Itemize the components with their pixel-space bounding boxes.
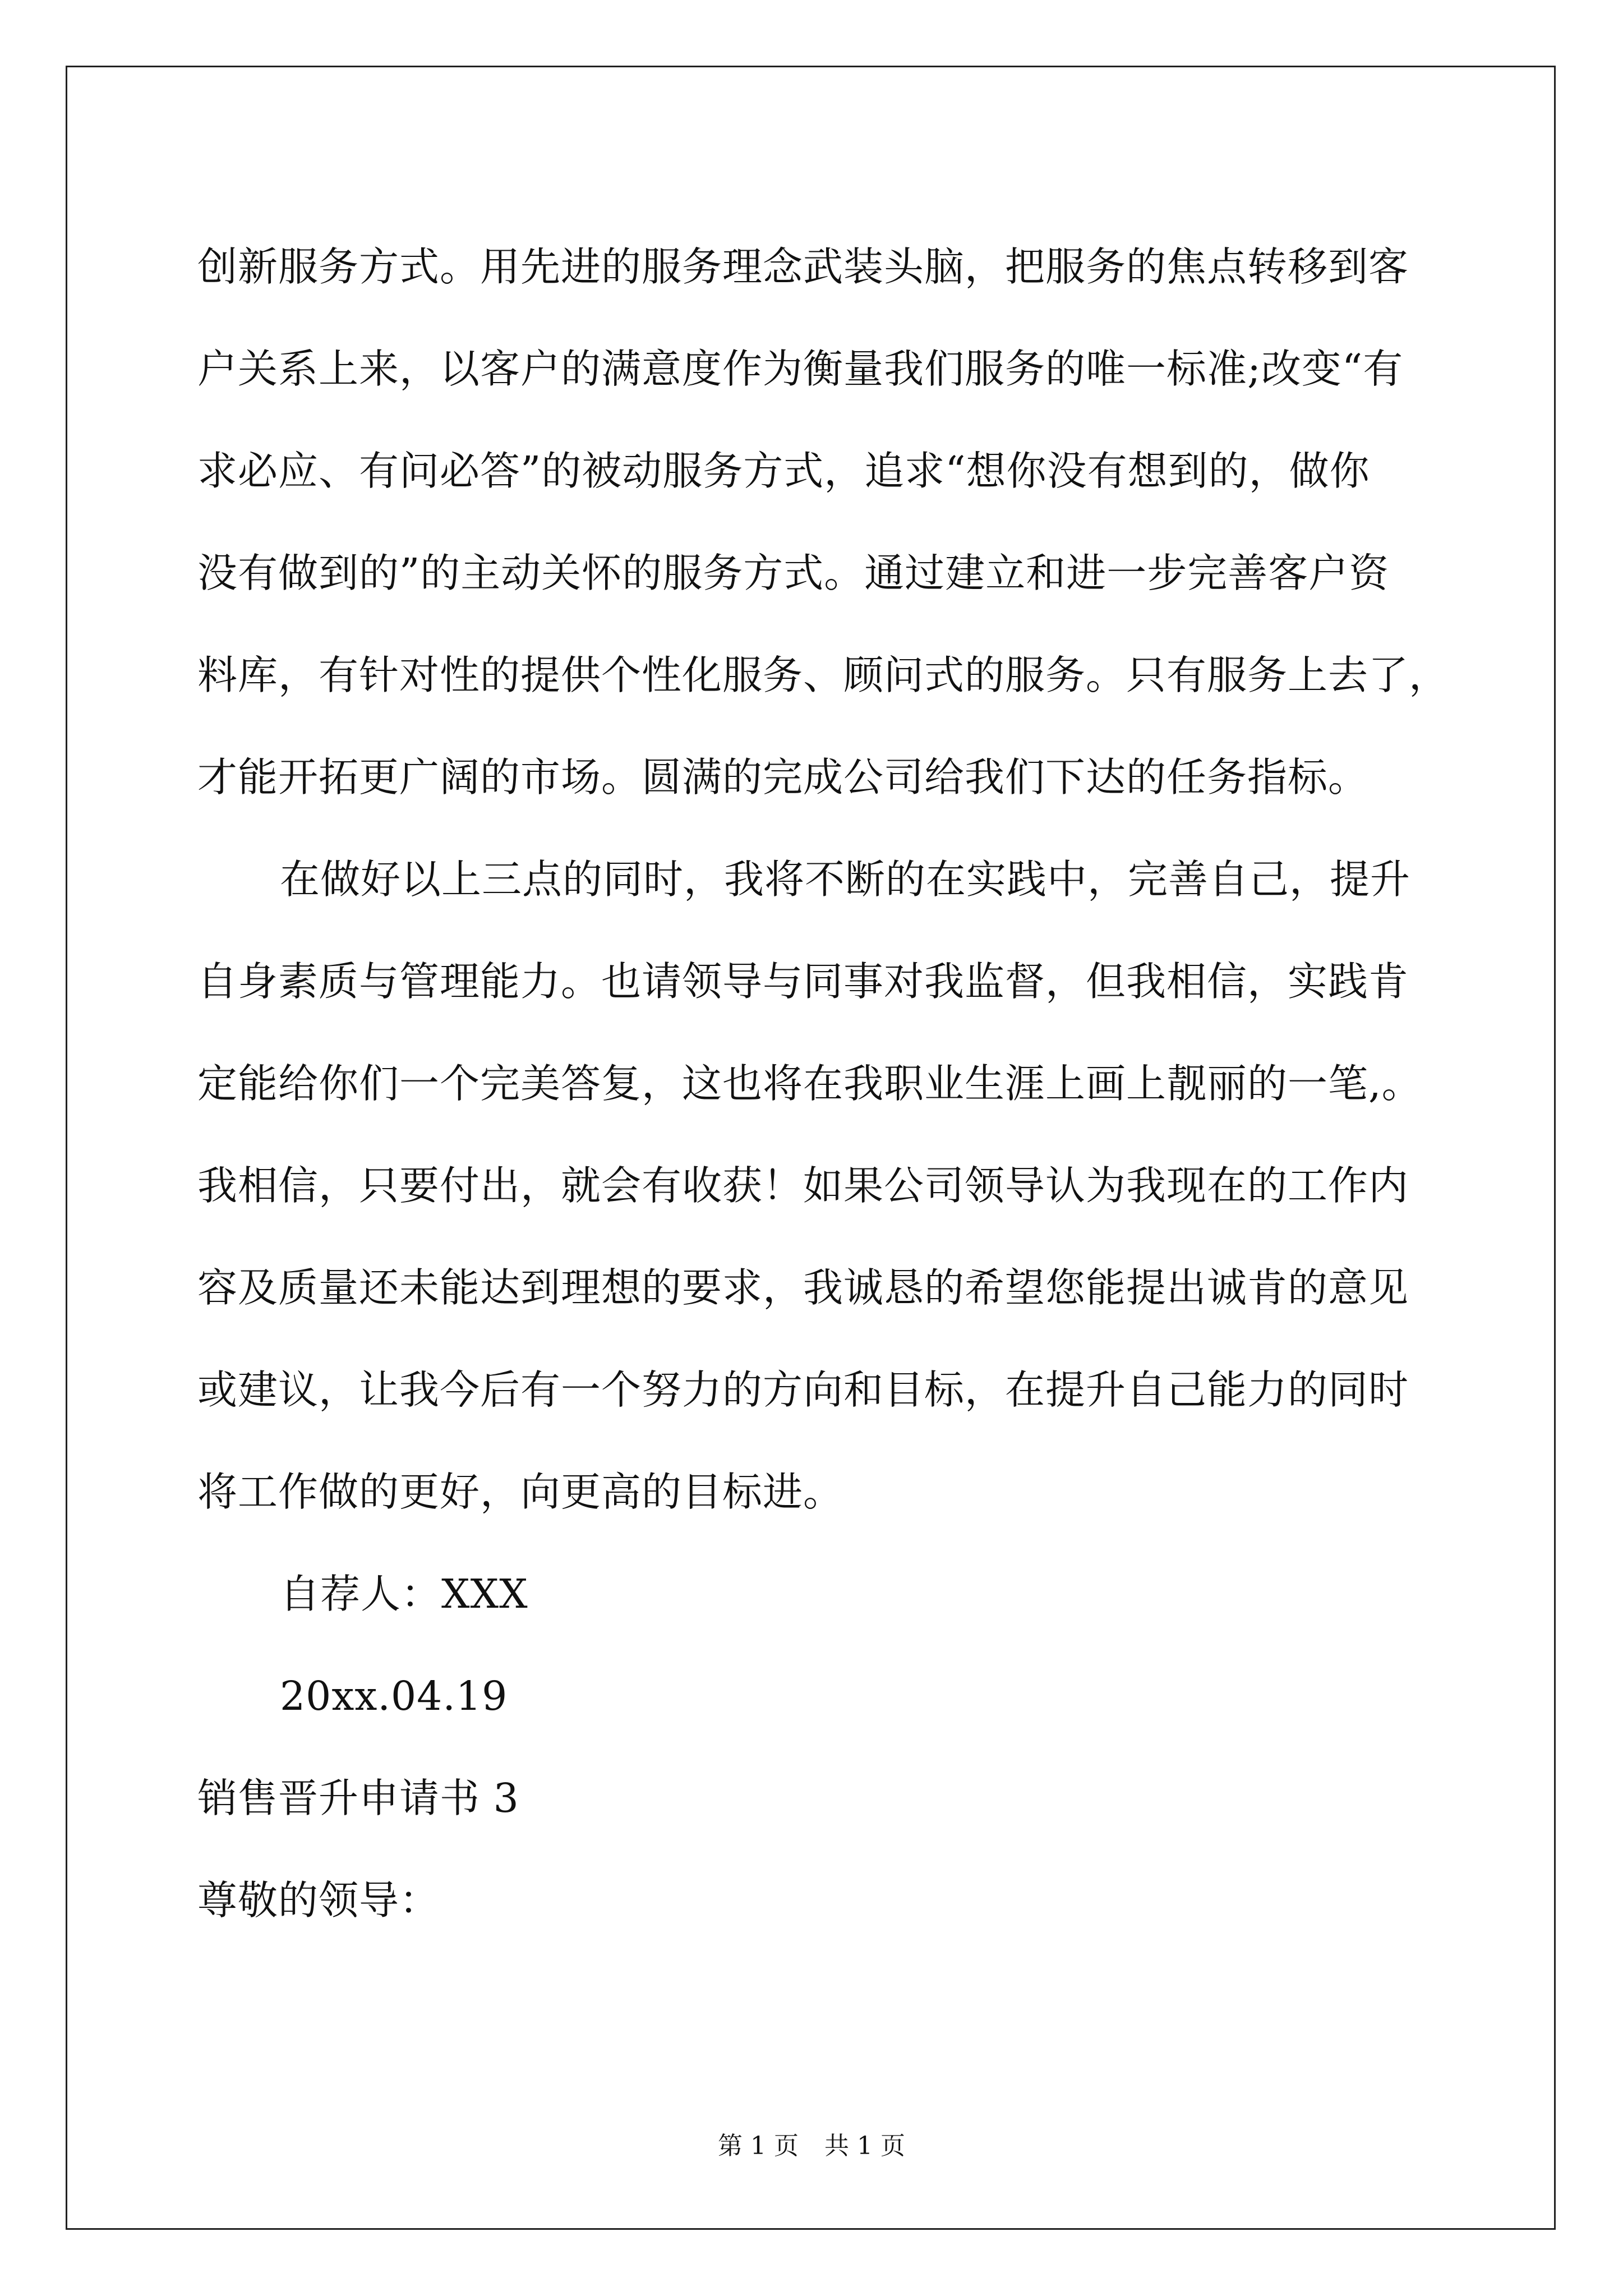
body-line-7: 在做好以上三点的同时，我将不断的在实践中，完善自己，提升 [280,856,1411,903]
date-line: 20xx.04.19 [280,1673,508,1719]
body-line-3: 求必应、有问必答”的被动服务方式，追求“想你没有想到的，做你 [197,448,1370,494]
body-line-11: 容及质量还未能达到理想的要求，我诚恳的希望您能提出诚肯的意见 [197,1264,1409,1311]
page-footer [0,2129,1623,2163]
signature-line: 自荐人：XXX [280,1571,528,1617]
body-line-2: 户关系上来，以客户的满意度作为衡量我们服务的唯一标准;改变“有 [197,346,1404,392]
body-line-9: 定能给你们一个完美答复，这也将在我职业生涯上画上靓丽的一笔,。 [197,1060,1422,1107]
page-number-total: 共 1 页 [824,2132,905,2160]
body-line-6: 才能开拓更广阔的市场。圆满的完成公司给我们下达的任务指标。 [197,754,1369,800]
body-line-1: 创新服务方式。用先进的服务理念武装头脑，把服务的焦点转移到客 [197,243,1409,290]
body-line-5: 料库，有针对性的提供个性化服务、顾问式的服务。只有服务上去了， [197,652,1450,698]
body-line-12: 或建议，让我今后有一个努力的方向和目标，在提升自己能力的同时 [197,1366,1409,1413]
document-body [197,216,1454,1952]
page-number-current: 第 1 页 [718,2132,799,2160]
salutation-line: 尊敬的领导： [197,1877,440,1924]
section-heading: 销售晋升申请书 3 [197,1775,519,1821]
body-line-10: 我相信，只要付出，就会有收获！如果公司领导认为我现在的工作内 [197,1162,1409,1209]
body-line-4: 没有做到的”的主动关怀的服务方式。通过建立和进一步完善客户资 [197,550,1390,596]
body-line-8: 自身素质与管理能力。也请领导与同事对我监督，但我相信，实践肯 [197,958,1409,1005]
body-line-13: 将工作做的更好，向更高的目标进。 [197,1469,844,1515]
